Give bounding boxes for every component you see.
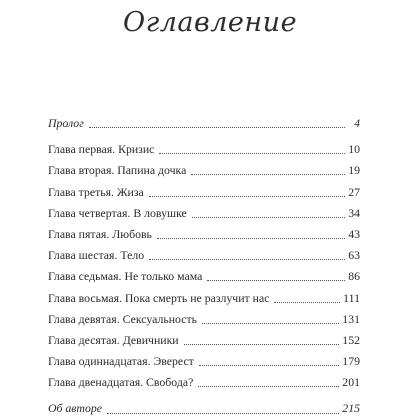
toc-entry-page-number: 63 bbox=[348, 248, 360, 263]
dot-leader bbox=[149, 259, 345, 260]
toc-entry-chapter-8[interactable] bbox=[48, 288, 360, 309]
toc-entry-chapter-3[interactable] bbox=[48, 182, 360, 203]
toc-entry-page-number: 19 bbox=[348, 163, 360, 178]
dot-leader bbox=[184, 344, 340, 345]
toc-entry-label: Глава седьмая. Не только мама bbox=[48, 269, 203, 284]
toc-entry-label: Глава первая. Кризис bbox=[48, 142, 155, 157]
toc-entry-page-number: 34 bbox=[348, 205, 360, 220]
toc-entry-chapter-2[interactable] bbox=[48, 160, 360, 181]
toc-entry-page-number: 131 bbox=[342, 311, 360, 326]
toc-entry-chapter-10[interactable] bbox=[48, 330, 360, 351]
dot-leader bbox=[192, 217, 345, 218]
toc-entry-label: Глава десятая. Девичники bbox=[48, 332, 179, 347]
dot-leader bbox=[157, 238, 345, 239]
dot-leader bbox=[202, 323, 339, 324]
dot-leader bbox=[149, 196, 345, 197]
toc-entry-chapter-6[interactable] bbox=[48, 245, 360, 266]
toc-entry-about-author[interactable] bbox=[48, 398, 360, 419]
toc-entry-label: Глава вторая. Папина дочка bbox=[48, 163, 187, 178]
toc-entry-chapter-7[interactable] bbox=[48, 266, 360, 287]
dot-leader bbox=[107, 413, 339, 414]
toc-entry-label: Глава пятая. Любовь bbox=[48, 226, 152, 241]
toc-entry-chapter-11[interactable] bbox=[48, 351, 360, 372]
toc-entry-label: Глава четвертая. В ловушке bbox=[48, 205, 187, 220]
dot-leader bbox=[159, 153, 345, 154]
toc-entry-label: Об авторе bbox=[48, 401, 102, 416]
toc-entry-label: Глава шестая. Тело bbox=[48, 248, 145, 263]
toc-entry-page-number: 43 bbox=[348, 226, 360, 241]
toc-entry-label: Пролог bbox=[48, 116, 84, 130]
toc-entry-page-number: 4 bbox=[354, 116, 360, 130]
dot-leader bbox=[198, 386, 339, 387]
toc-entry-page-number: 152 bbox=[342, 332, 360, 347]
toc-entry-chapter-9[interactable] bbox=[48, 309, 360, 330]
table-of-contents bbox=[48, 113, 360, 420]
toc-entry-label: Глава девятая. Сексуальность bbox=[48, 311, 197, 326]
toc-entry-chapter-5[interactable] bbox=[48, 224, 360, 245]
toc-entry-page-number: 215 bbox=[342, 401, 360, 416]
toc-entry-label: Глава восьмая. Пока смерть не разлучит нас bbox=[48, 290, 270, 305]
dot-leader bbox=[207, 280, 345, 281]
toc-entry-chapter-1[interactable] bbox=[48, 139, 360, 160]
toc-entry-prologue[interactable] bbox=[48, 113, 360, 134]
toc-entry-label: Глава двенадцатая. Свобода? bbox=[48, 375, 194, 390]
toc-entry-page-number: 10 bbox=[348, 142, 360, 157]
toc-entry-page-number: 179 bbox=[342, 354, 360, 369]
toc-entry-label: Глава третья. Жиза bbox=[48, 184, 144, 199]
toc-entry-chapter-4[interactable] bbox=[48, 203, 360, 224]
dot-leader bbox=[274, 302, 340, 303]
toc-entry-page-number: 86 bbox=[348, 269, 360, 284]
toc-entry-chapter-12[interactable] bbox=[48, 372, 360, 393]
toc-entry-label: Глава одиннадцатая. Эверест bbox=[48, 354, 194, 369]
dot-leader bbox=[89, 127, 345, 128]
toc-entry-page-number: 111 bbox=[343, 290, 360, 305]
toc-entry-page-number: 201 bbox=[342, 375, 360, 390]
dot-leader bbox=[199, 365, 339, 366]
dot-leader bbox=[191, 174, 345, 175]
page-title: Оглавление bbox=[122, 7, 298, 38]
toc-entry-page-number: 27 bbox=[348, 184, 360, 199]
